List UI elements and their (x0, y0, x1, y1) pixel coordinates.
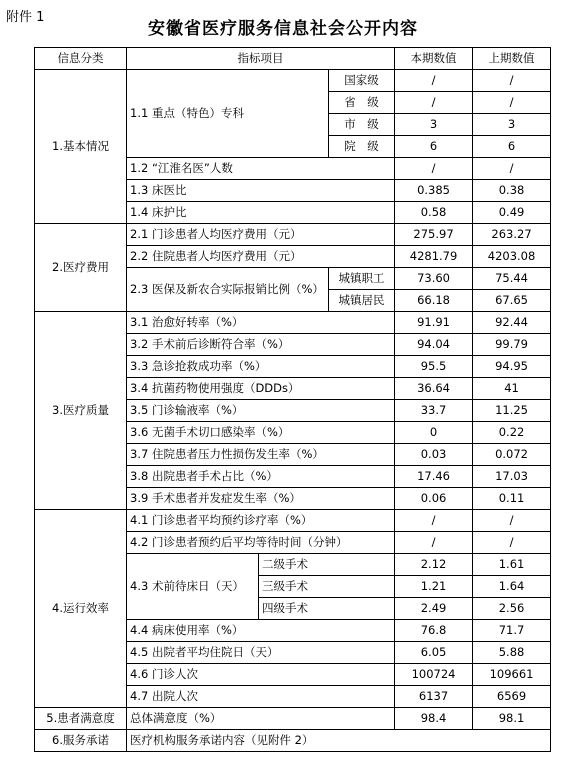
previous-value: 94.95 (473, 356, 551, 378)
indicator-label: 2.1 门诊患者人均医疗费用（元） (127, 224, 395, 246)
category-satisfaction: 5.患者满意度 (35, 708, 127, 730)
indicator-label: 3.9 手术患者并发症发生率（%） (127, 488, 395, 510)
indicator-label: 3.4 抗菌药物使用强度（DDDs） (127, 378, 395, 400)
indicator-label: 4.7 出院人次 (127, 686, 395, 708)
header-category: 信息分类 (35, 48, 127, 70)
previous-value: 2.56 (473, 598, 551, 620)
table-row (35, 224, 551, 246)
indicator-label: 2.3 医保及新农合实际报销比例（%） (127, 268, 329, 312)
table-row (35, 510, 551, 532)
current-value: 3 (395, 114, 473, 136)
current-value: 33.7 (395, 400, 473, 422)
sub-label: 国家级 (329, 70, 395, 92)
current-value: 94.04 (395, 334, 473, 356)
indicator-label: 总体满意度（%） (127, 708, 395, 730)
previous-value: 71.7 (473, 620, 551, 642)
indicator-label: 4.1 门诊患者平均预约诊疗率（%） (127, 510, 395, 532)
document-title: 安徽省医疗服务信息社会公开内容 (148, 19, 418, 39)
current-value: 98.4 (395, 708, 473, 730)
previous-value: 1.61 (473, 554, 551, 576)
category-commitment: 6.服务承诺 (35, 730, 127, 752)
header-current: 本期数值 (395, 48, 473, 70)
current-value: 6.05 (395, 642, 473, 664)
current-value: / (395, 92, 473, 114)
indicator-label: 4.3 术前待床日（天） (127, 554, 259, 620)
sub-label: 院 级 (329, 136, 395, 158)
previous-value: 92.44 (473, 312, 551, 334)
sub-label: 城镇职工 (329, 268, 395, 290)
previous-value: 3 (473, 114, 551, 136)
header-indicator: 指标项目 (127, 48, 395, 70)
indicator-label: 1.4 床护比 (127, 202, 395, 224)
previous-value: 6 (473, 136, 551, 158)
previous-value: / (473, 92, 551, 114)
sub-label: 三级手术 (259, 576, 395, 598)
previous-value: / (473, 70, 551, 92)
category-cost: 2.医疗费用 (35, 224, 127, 312)
table-row (35, 70, 551, 92)
indicator-label: 4.5 出院者平均住院日（天） (127, 642, 395, 664)
indicator-label: 3.7 住院患者压力性损伤发生率（%） (127, 444, 395, 466)
previous-value: / (473, 532, 551, 554)
indicator-label: 1.3 床医比 (127, 180, 395, 202)
previous-value: 0.22 (473, 422, 551, 444)
current-value: / (395, 70, 473, 92)
current-value: 1.21 (395, 576, 473, 598)
previous-value: 99.79 (473, 334, 551, 356)
previous-value: 75.44 (473, 268, 551, 290)
current-value: 36.64 (395, 378, 473, 400)
sub-label: 二级手术 (259, 554, 395, 576)
indicator-label: 4.4 病床使用率（%） (127, 620, 395, 642)
current-value: / (395, 510, 473, 532)
table-row (35, 312, 551, 334)
previous-value: 0.11 (473, 488, 551, 510)
previous-value: 98.1 (473, 708, 551, 730)
previous-value: 67.65 (473, 290, 551, 312)
header-previous: 上期数值 (473, 48, 551, 70)
previous-value: 11.25 (473, 400, 551, 422)
current-value: 95.5 (395, 356, 473, 378)
table-row (35, 708, 551, 730)
info-table (34, 47, 551, 752)
category-quality: 3.医疗质量 (35, 312, 127, 510)
current-value: 100724 (395, 664, 473, 686)
current-value: 275.97 (395, 224, 473, 246)
indicator-label: 3.3 急诊抢救成功率（%） (127, 356, 395, 378)
current-value: / (395, 532, 473, 554)
previous-value: 17.03 (473, 466, 551, 488)
sub-label: 省 级 (329, 92, 395, 114)
current-value: 76.8 (395, 620, 473, 642)
previous-value: 6569 (473, 686, 551, 708)
indicator-label: 医疗机构服务承诺内容（见附件 2） (127, 730, 551, 752)
table-row (35, 730, 551, 752)
indicator-label: 1.2 “江淮名医”人数 (127, 158, 395, 180)
current-value: 66.18 (395, 290, 473, 312)
previous-value: 0.49 (473, 202, 551, 224)
previous-value: 1.64 (473, 576, 551, 598)
previous-value: / (473, 158, 551, 180)
category-basic: 1.基本情况 (35, 70, 127, 224)
current-value: 6137 (395, 686, 473, 708)
sub-label: 市 级 (329, 114, 395, 136)
indicator-label: 3.1 治愈好转率（%） (127, 312, 395, 334)
previous-value: 263.27 (473, 224, 551, 246)
previous-value: 0.38 (473, 180, 551, 202)
current-value: 91.91 (395, 312, 473, 334)
indicator-label: 3.6 无菌手术切口感染率（%） (127, 422, 395, 444)
current-value: 0.385 (395, 180, 473, 202)
category-efficiency: 4.运行效率 (35, 510, 127, 708)
indicator-label: 3.8 出院患者手术占比（%） (127, 466, 395, 488)
current-value: 0 (395, 422, 473, 444)
previous-value: / (473, 510, 551, 532)
current-value: 4281.79 (395, 246, 473, 268)
current-value: 0.06 (395, 488, 473, 510)
indicator-label: 4.2 门诊患者预约后平均等待时间（分钟） (127, 532, 395, 554)
indicator-label: 3.2 手术前后诊断符合率（%） (127, 334, 395, 356)
current-value: 73.60 (395, 268, 473, 290)
indicator-label: 1.1 重点（特色）专科 (127, 70, 329, 158)
header-row (35, 48, 551, 70)
indicator-label: 2.2 住院患者人均医疗费用（元） (127, 246, 395, 268)
attachment-label: 附件 1 (6, 10, 45, 25)
indicator-label: 3.5 门诊输液率（%） (127, 400, 395, 422)
previous-value: 41 (473, 378, 551, 400)
current-value: 2.12 (395, 554, 473, 576)
previous-value: 109661 (473, 664, 551, 686)
current-value: 2.49 (395, 598, 473, 620)
sub-label: 四级手术 (259, 598, 395, 620)
current-value: 0.03 (395, 444, 473, 466)
previous-value: 5.88 (473, 642, 551, 664)
current-value: 6 (395, 136, 473, 158)
previous-value: 0.072 (473, 444, 551, 466)
current-value: 17.46 (395, 466, 473, 488)
previous-value: 4203.08 (473, 246, 551, 268)
sub-label: 城镇居民 (329, 290, 395, 312)
current-value: / (395, 158, 473, 180)
indicator-label: 4.6 门诊人次 (127, 664, 395, 686)
current-value: 0.58 (395, 202, 473, 224)
